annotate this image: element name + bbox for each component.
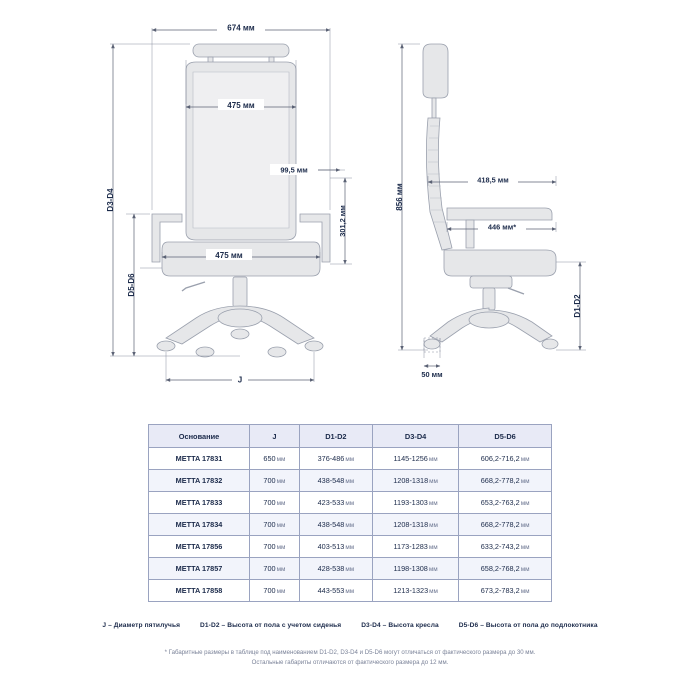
cell-d1d2-unit: мм	[345, 500, 355, 507]
cell-j	[250, 492, 300, 514]
cell-j-unit: мм	[276, 500, 286, 507]
cell-j-value: 700	[263, 498, 276, 507]
cell-base-name: METTA 17832	[149, 470, 250, 492]
cell-j	[250, 470, 300, 492]
legend	[0, 622, 700, 629]
cell-d1d2-unit: мм	[345, 566, 355, 573]
cell-d5d6-value: 673,2-783,2	[480, 586, 520, 595]
cell-d5d6-unit: мм	[520, 544, 530, 551]
cell-base-name: METTA 17857	[149, 558, 250, 580]
table-row	[149, 514, 552, 536]
cell-d3d4	[372, 492, 458, 514]
cell-d5d6	[459, 580, 552, 602]
cell-j	[250, 580, 300, 602]
table-row	[149, 558, 552, 580]
dim-headrest-depth: 418,5 мм	[477, 175, 509, 185]
cell-d3d4	[372, 536, 458, 558]
cell-j-unit: мм	[276, 544, 286, 551]
cell-d5d6-value: 633,2-743,2	[480, 542, 520, 551]
cell-d1d2	[299, 536, 372, 558]
footnotes	[0, 648, 700, 668]
cell-d3d4-value: 1193-1303	[393, 498, 428, 507]
cell-base-name: METTA 17831	[149, 448, 250, 470]
legend-item-d1d2: D1-D2 – Высота от пола с учетом сиденья	[200, 622, 342, 629]
cell-d3d4-unit: мм	[428, 566, 438, 573]
dim-base-diameter: J	[237, 375, 243, 385]
cell-j	[250, 514, 300, 536]
cell-j-value: 650	[263, 454, 276, 463]
cell-d5d6-value: 668,2-778,2	[480, 476, 520, 485]
cell-j-value: 700	[263, 520, 276, 529]
cell-d1d2-value: 438-548	[317, 520, 345, 529]
cell-base-name: METTA 17833	[149, 492, 250, 514]
cell-d5d6-unit: мм	[520, 522, 530, 529]
table-row	[149, 470, 552, 492]
dim-footrest-height: D5-D6	[127, 273, 136, 297]
table-row	[149, 536, 552, 558]
cell-d3d4-unit: мм	[428, 500, 438, 507]
cell-d5d6-value: 606,2-716,2	[480, 454, 520, 463]
cell-d3d4-value: 1198-1308	[393, 564, 428, 573]
cell-d1d2	[299, 470, 372, 492]
cell-d5d6	[459, 492, 552, 514]
legend-item-d3d4: D3-D4 – Высота кресла	[361, 622, 439, 629]
column-header-d5d6: D5-D6	[459, 425, 552, 448]
cell-d3d4-value: 1208-1318	[393, 520, 429, 529]
cell-j-unit: мм	[276, 456, 286, 463]
column-header-base: Основание	[149, 425, 250, 448]
cell-d3d4-unit: мм	[429, 478, 438, 485]
cell-d1d2-value: 403-513	[317, 542, 345, 551]
cell-base-name: METTA 17858	[149, 580, 250, 602]
cell-j	[250, 536, 300, 558]
column-header-j: J	[250, 425, 300, 448]
cell-d1d2-unit: мм	[345, 588, 355, 595]
dim-seat-floor-height: D1-D2	[573, 294, 582, 318]
dim-chair-height: D3-D4	[106, 188, 115, 212]
dim-total-height: 856 мм	[395, 183, 404, 211]
cell-base-name: METTA 17856	[149, 536, 250, 558]
cell-d1d2	[299, 558, 372, 580]
cell-d3d4	[372, 558, 458, 580]
cell-d3d4-unit: мм	[428, 544, 438, 551]
cell-j-value: 700	[263, 586, 276, 595]
cell-d3d4-value: 1145-1256	[393, 454, 428, 463]
cell-d3d4	[372, 580, 458, 602]
cell-j-value: 700	[263, 476, 276, 485]
table-header-row	[149, 425, 552, 448]
legend-item-j: J – Диаметр пятилучья	[102, 622, 181, 629]
cell-j-value: 700	[263, 564, 276, 573]
legend-item-d5d6: D5-D6 – Высота от пола до подлокотника	[458, 622, 598, 629]
cell-d5d6	[459, 514, 552, 536]
cell-j-unit: мм	[276, 522, 286, 529]
cell-d3d4-unit: мм	[429, 522, 438, 529]
cell-j-unit: мм	[276, 566, 286, 573]
table-row	[149, 580, 552, 602]
cell-d3d4	[372, 514, 458, 536]
cell-d1d2	[299, 448, 372, 470]
dim-armrest-height: 301,2 мм	[338, 205, 347, 237]
cell-d1d2-value: 376-486	[317, 454, 345, 463]
cell-d1d2-unit: мм	[345, 522, 355, 529]
dim-caster-size: 50 мм	[421, 370, 443, 379]
spec-table	[148, 424, 552, 602]
cell-d5d6	[459, 558, 552, 580]
cell-j-value: 700	[263, 542, 276, 551]
cell-d5d6-value: 653,2-763,2	[480, 498, 520, 507]
cell-d5d6-unit: мм	[520, 478, 530, 485]
cell-d5d6-unit: мм	[520, 588, 530, 595]
dim-seat-width: 475 мм	[215, 251, 243, 260]
cell-d3d4-value: 1208-1318	[393, 476, 429, 485]
cell-j-unit: мм	[276, 588, 286, 595]
cell-d1d2-unit: мм	[345, 478, 355, 485]
footnote-2: Остальные габариты отличаются от фактического размера до 12 мм.	[251, 659, 449, 666]
cell-d5d6	[459, 536, 552, 558]
dim-seat-depth: 446 мм*	[487, 222, 517, 232]
cell-d5d6-value: 668,2-778,2	[480, 520, 520, 529]
cell-d1d2-value: 423-533	[317, 498, 345, 507]
cell-d5d6-unit: мм	[520, 456, 530, 463]
dim-overall-width: 674 мм	[227, 23, 255, 33]
cell-d1d2	[299, 492, 372, 514]
footnote-1: * Габаритные размеры в таблице под наименованием D1-D2, D3-D4 и D5-D6 могут отличаться от фактического размера до 30 мм.	[164, 649, 536, 656]
cell-d3d4-unit: мм	[429, 588, 438, 595]
cell-d1d2-value: 428-538	[317, 564, 345, 573]
cell-d1d2-value: 443-553	[317, 586, 345, 595]
cell-d5d6-unit: мм	[520, 566, 530, 573]
table-row	[149, 448, 552, 470]
table-row	[149, 492, 552, 514]
cell-d5d6-value: 658,2-768,2	[480, 564, 520, 573]
cell-base-name: METTA 17834	[149, 514, 250, 536]
cell-j	[250, 448, 300, 470]
cell-d3d4	[372, 470, 458, 492]
cell-d1d2-value: 438-548	[317, 476, 345, 485]
spec-table-wrapper	[148, 424, 552, 602]
cell-j	[250, 558, 300, 580]
cell-d1d2	[299, 514, 372, 536]
column-header-d1d2: D1-D2	[299, 425, 372, 448]
cell-d3d4	[372, 448, 458, 470]
cell-j-unit: мм	[276, 478, 286, 485]
cell-d1d2-unit: мм	[345, 456, 355, 463]
cell-d1d2-unit: мм	[345, 544, 355, 551]
cell-d1d2	[299, 580, 372, 602]
dim-backrest-width: 475 мм	[227, 101, 255, 110]
cell-d3d4-unit: мм	[428, 456, 438, 463]
cell-d5d6	[459, 470, 552, 492]
cell-d3d4-value: 1173-1283	[393, 542, 428, 551]
cell-d5d6	[459, 448, 552, 470]
dim-armrest-offset: 99,5 мм	[280, 165, 308, 175]
column-header-d3d4: D3-D4	[372, 425, 458, 448]
cell-d3d4-value: 1213-1323	[393, 586, 429, 595]
cell-d5d6-unit: мм	[520, 500, 530, 507]
